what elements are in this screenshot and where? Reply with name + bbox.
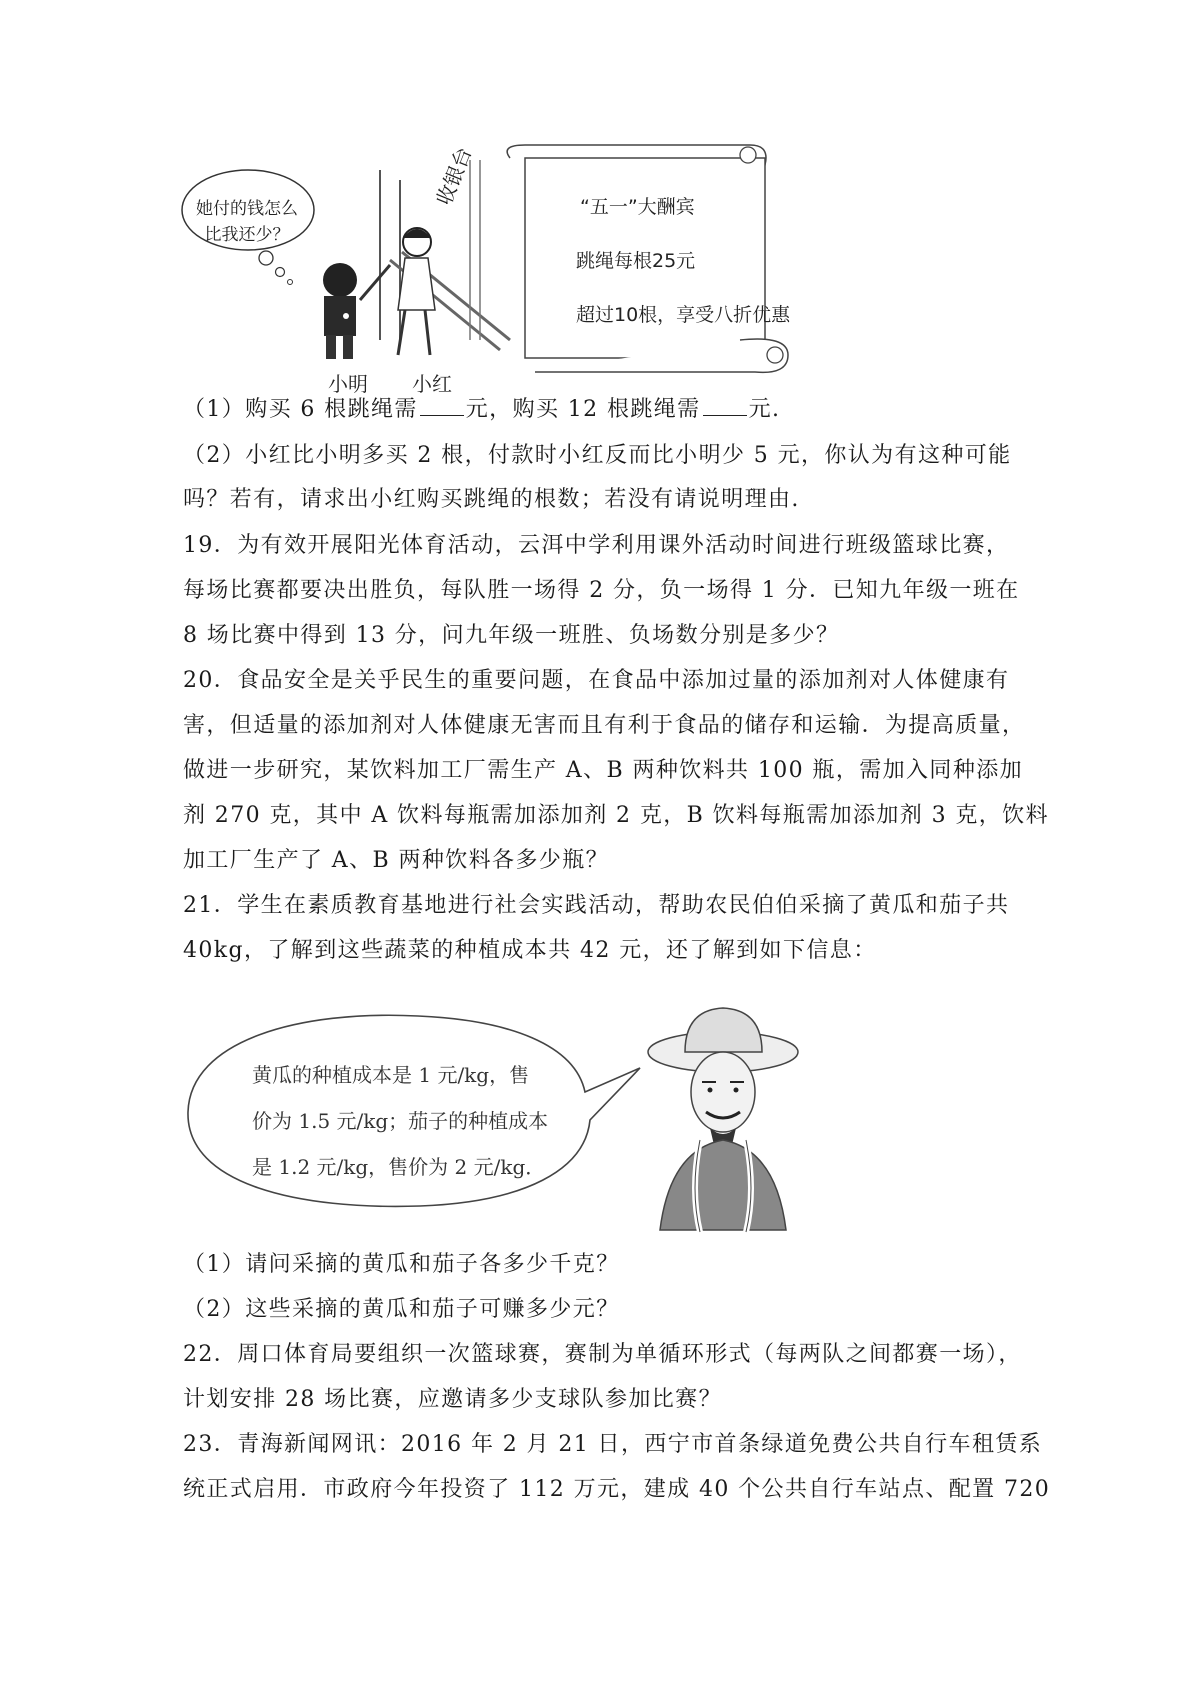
q18-part1-a: （1）购买 6 根跳绳需 bbox=[183, 397, 418, 422]
promo-price: 跳绳每根25元 bbox=[576, 250, 696, 272]
q21-part2: （2）这些采摘的黄瓜和茄子可赚多少元？ bbox=[183, 1297, 620, 1322]
q23-line2: 统正式启用．市政府今年投资了 112 万元，建成 40 个公共自行车站点、配置 720 bbox=[183, 1477, 1051, 1502]
thought-bubble-text: 她付的钱怎么比我还少？ bbox=[196, 199, 298, 245]
q19-line3: 8 场比赛中得到 13 分，问九年级一班胜、负场数分别是多少？ bbox=[183, 623, 840, 648]
cashier-scene-drawing bbox=[180, 140, 860, 390]
speech-line-3: 是 1.2 元/kg，售价为 2 元/kg． bbox=[252, 1155, 546, 1179]
q19-line1: 19．为有效开展阳光体育活动，云洱中学利用课外活动时间进行班级篮球比赛， bbox=[183, 533, 1010, 558]
q21-part1: （1）请问采摘的黄瓜和茄子各多少千克？ bbox=[183, 1252, 620, 1277]
promo-title: “五一”大酬宾 bbox=[580, 196, 695, 218]
q20-line2: 害，但适量的添加剂对人体健康无害而且有利于食品的储存和运输．为提高质量， bbox=[183, 713, 1026, 738]
q22-line1: 22．周口体育局要组织一次篮球赛，赛制为单循环形式（每两队之间都赛一场）， bbox=[183, 1342, 1022, 1367]
answer-blank[interactable] bbox=[420, 395, 464, 416]
answer-blank[interactable] bbox=[703, 395, 747, 416]
q18-part2-line1: （2）小红比小明多买 2 根，付款时小红反而比小明少 5 元，你认为有这种可能 bbox=[183, 443, 1012, 468]
q23-line1: 23．青海新闻网讯：2016 年 2 月 21 日，西宁市首条绿道免费公共自行车租赁系 bbox=[183, 1432, 1043, 1457]
kid-label-xiaohong: 小红 bbox=[412, 372, 452, 396]
speech-line-1: 黄瓜的种植成本是 1 元/kg，售 bbox=[252, 1063, 530, 1087]
q21-line2: 40kg，了解到这些蔬菜的种植成本共 42 元，还了解到如下信息： bbox=[183, 938, 877, 963]
farmer-illustration bbox=[180, 1000, 820, 1240]
q21-line1: 21．学生在素质教育基地进行社会实践活动，帮助农民伯伯采摘了黄瓜和茄子共 bbox=[183, 893, 1010, 918]
q18-part1 bbox=[183, 392, 780, 423]
q18-part2-line2: 吗？若有，请求出小红购买跳绳的根数；若没有请说明理由. bbox=[183, 487, 800, 512]
q22-line2: 计划安排 28 场比赛，应邀请多少支球队参加比赛？ bbox=[183, 1387, 722, 1412]
q18-part1-b: 元，购买 12 根跳绳需 bbox=[465, 397, 701, 422]
speech-line-2: 价为 1.5 元/kg；茄子的种植成本 bbox=[252, 1109, 549, 1133]
farmer-speech bbox=[252, 1052, 552, 1190]
promo-discount: 超过10根，享受八折优惠 bbox=[576, 304, 791, 326]
q20-line1: 20．食品安全是关乎民生的重要问题，在食品中添加过量的添加剂对人体健康有 bbox=[183, 668, 1010, 693]
q18-part1-c: 元. bbox=[748, 397, 781, 422]
q20-line3: 做进一步研究，某饮料加工厂需生产 A、B 两种饮料共 100 瓶，需加入同种添加 bbox=[183, 758, 1024, 783]
q20-line4: 剂 270 克，其中 A 饮料每瓶需加添加剂 2 克，B 饮料每瓶需加添加剂 3 克，饮料 bbox=[183, 803, 1049, 828]
q20-line5: 加工厂生产了 A、B 两种饮料各多少瓶？ bbox=[183, 848, 610, 873]
jump-rope-illustration bbox=[180, 140, 860, 396]
kid-label-xiaoming: 小明 bbox=[328, 372, 368, 396]
cashier-sign: 收银台 bbox=[431, 143, 477, 209]
q19-line2: 每场比赛都要决出胜负，每队胜一场得 2 分，负一场得 1 分．已知九年级一班在 bbox=[183, 578, 1020, 603]
